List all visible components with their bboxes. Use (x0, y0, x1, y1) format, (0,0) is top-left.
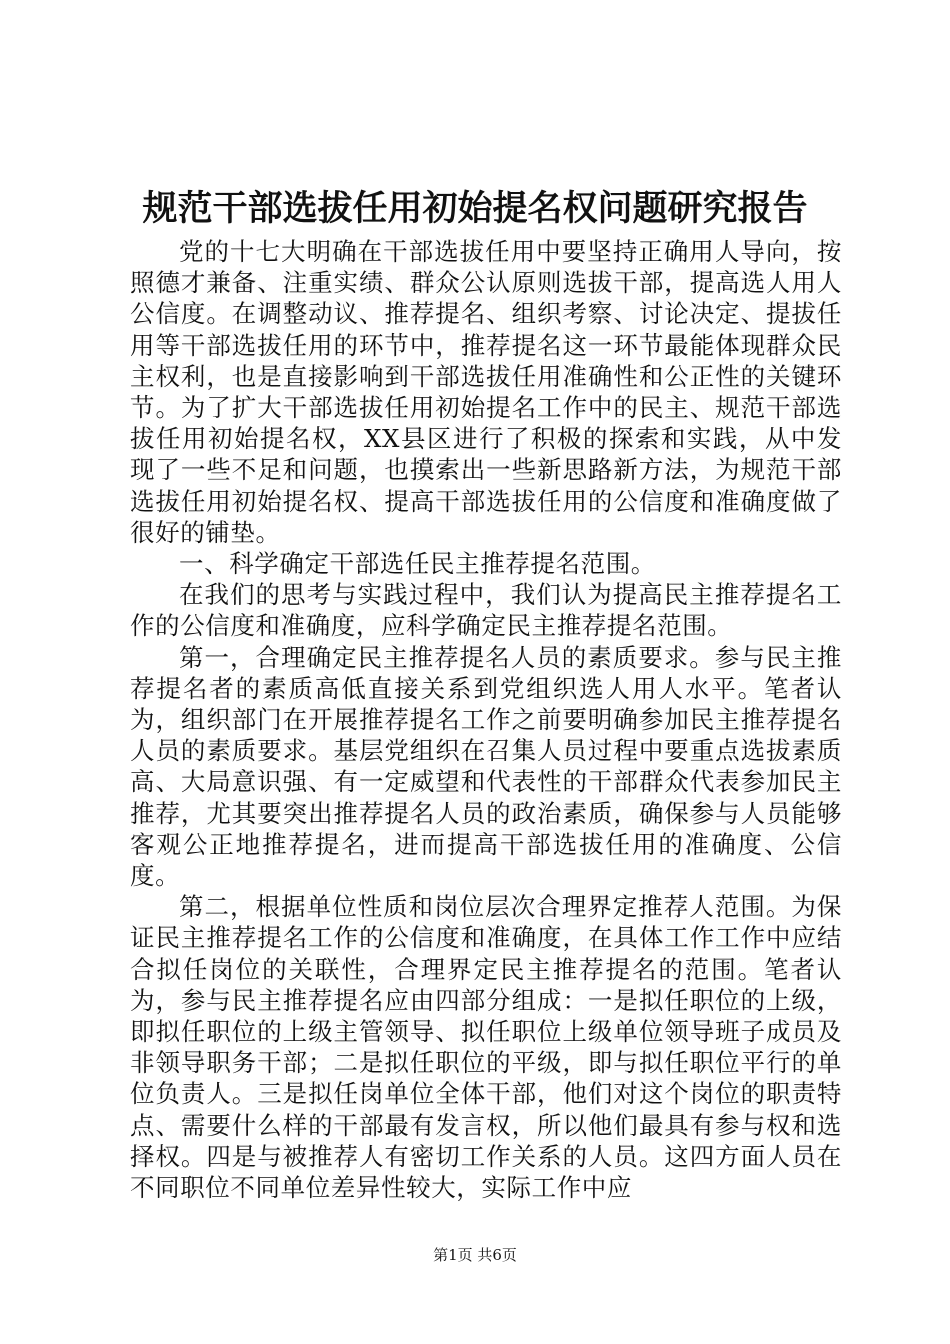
paragraph-first-point: 第一，合理确定民主推荐提名人员的素质要求。参与民主推荐提名者的素质高低直接关系到党组织选人用人水平。笔者认为，组织部门在开展推荐提名工作之前要明确参加民主推荐提名人员的素质要求。基层党组织在召集人员过程中要重点选拔素质高、大局意识强、有一定威望和代表性的干部群众代表参加民主推荐，尤其要突出推荐提名人员的政治素质，确保参与人员能够客观公正地推荐提名，进而提高干部选拔任用的准确度、公信度。 (130, 642, 842, 891)
paragraph-section-1-intro: 在我们的思考与实践过程中，我们认为提高民主推荐提名工作的公信度和准确度，应科学确定民主推荐提名范围。 (130, 580, 842, 641)
paragraph-intro: 党的十七大明确在干部选拔任用中要坚持正确用人导向，按照德才兼备、注重实绩、群众公认原则选拔干部，提高选人用人公信度。在调整动议、推荐提名、组织考察、讨论决定、提拔任用等干部选拔任用的环节中，推荐提名这一环节最能体现群众民主权利，也是直接影响到干部选拔任用准确性和公正性的关键环节。为了扩大干部选拔任用初始提名工作中的民主、规范干部选拔任用初始提名权，XX县区进行了积极的探索和实践，从中发现了一些不足和问题，也摸索出一些新思路新方法，为规范干部选拔任用初始提名权、提高干部选拔任用的公信度和准确度做了很好的铺垫。 (130, 237, 842, 547)
document-body (130, 236, 842, 1203)
paragraph-second-point: 第二，根据单位性质和岗位层次合理界定推荐人范围。为保证民主推荐提名工作的公信度和准确度，在具体工作工作中应结合拟任岗位的关联性，合理界定民主推荐提名的范围。笔者认为，参与民主推荐提名应由四部分组成：一是拟任职位的上级，即拟任职位的上级主管领导、拟任职位上级单位领导班子成员及非领导职务干部；二是拟任职位的平级，即与拟任职位平行的单位负责人。三是拟任岗单位全体干部，他们对这个岗位的职责特点、需要什么样的干部最有发言权，所以他们最具有参与权和选择权。四是与被推荐人有密切工作关系的人员。这四方面人员在不同职位不同单位差异性较大，实际工作中应 (130, 892, 842, 1203)
section-heading-1: 一、科学确定干部选任民主推荐提名范围。 (179, 549, 656, 579)
page-footer: 第1页 共6页 (433, 1246, 517, 1264)
document-title: 规范干部选拔任用初始提名权问题研究报告 (142, 188, 808, 229)
